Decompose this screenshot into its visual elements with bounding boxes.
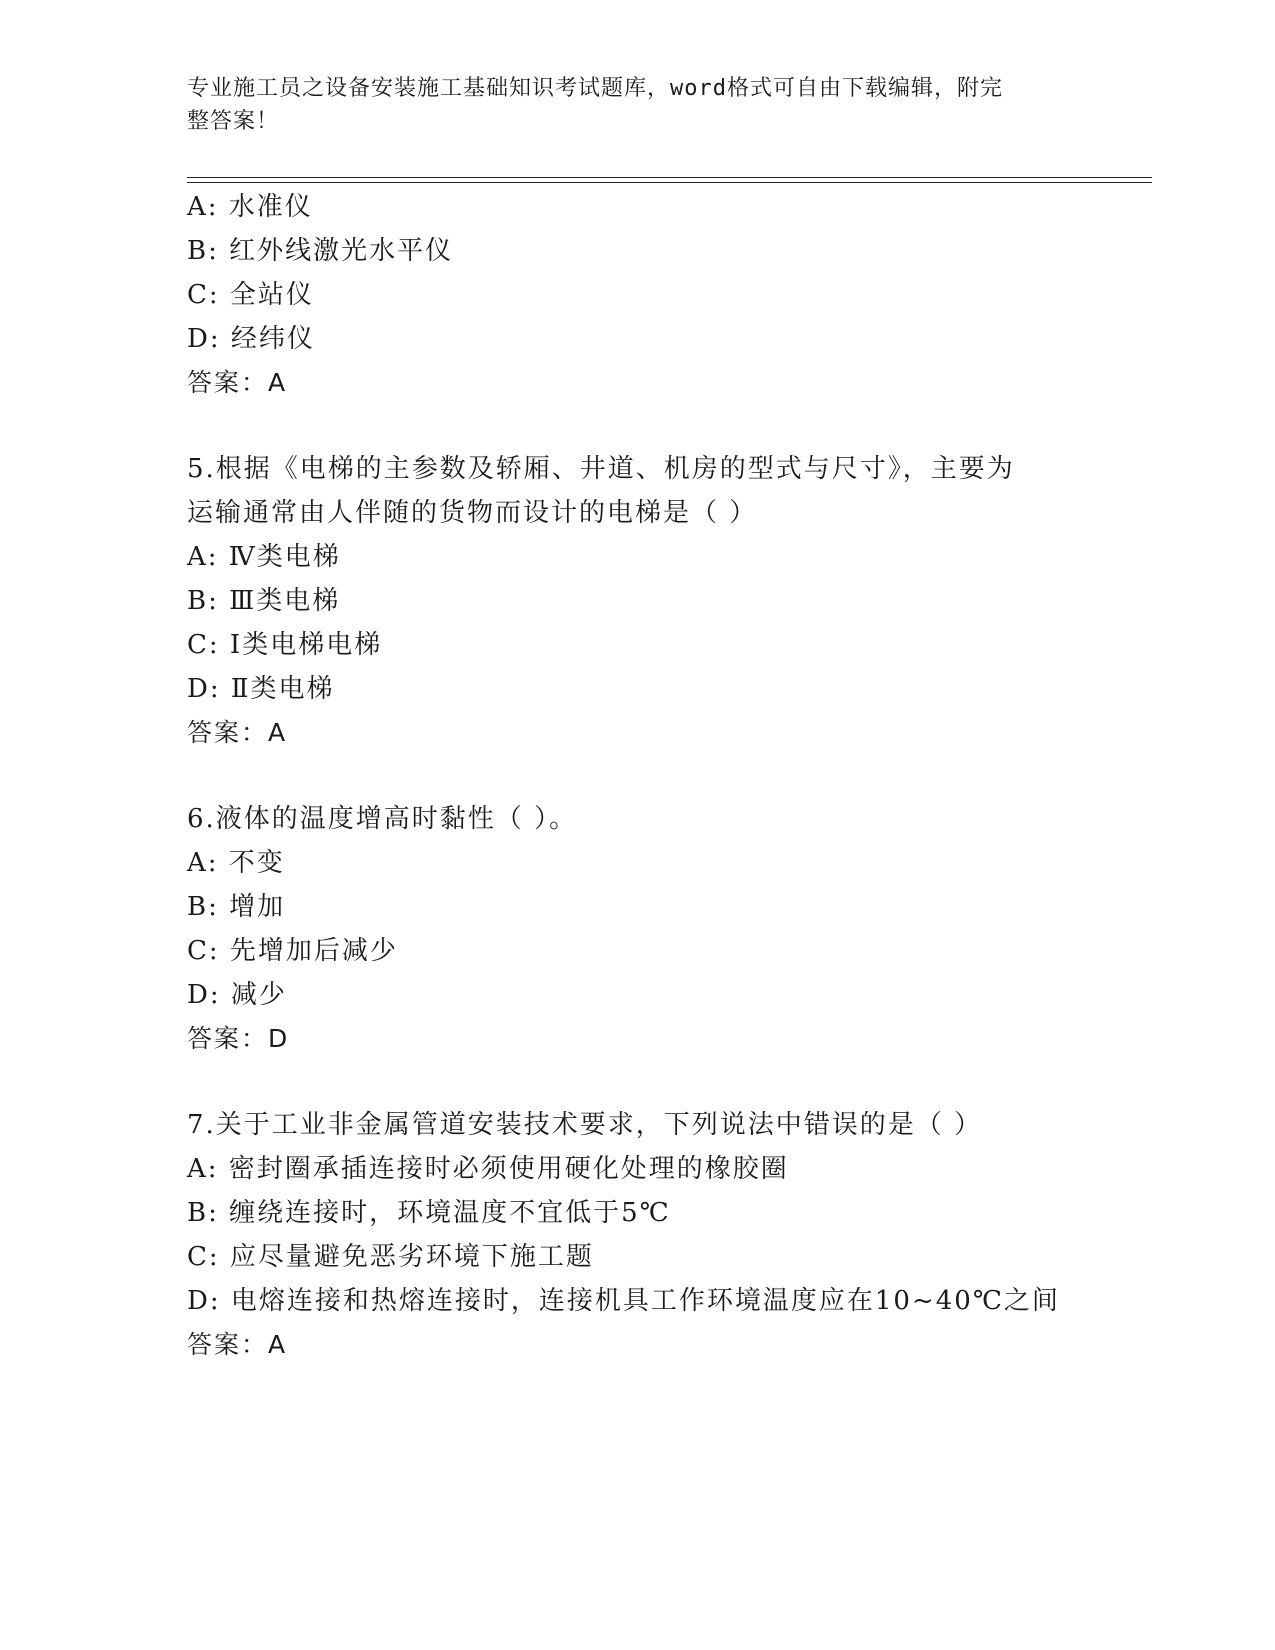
header-title-line-2: 整答案！: [187, 109, 280, 134]
q4-option-b: B: 红外线激光水平仪: [187, 236, 454, 266]
q7-answer: 答案：A: [187, 1330, 288, 1359]
q6-answer: 答案：D: [187, 1024, 290, 1053]
q4-option-a: A: 水准仪: [187, 192, 313, 222]
q5-option-b: B: Ⅲ类电梯: [187, 586, 341, 616]
q4-answer: 答案：A: [187, 368, 288, 397]
header-divider-top: [187, 177, 1152, 178]
q6-option-b: B: 增加: [187, 892, 286, 922]
header-divider-bottom: [187, 182, 1152, 183]
q4-option-d: D: 经纬仪: [187, 324, 315, 354]
q7-option-c: C: 应尽量避免恶劣环境下施工题: [187, 1242, 594, 1272]
q4-option-c: C: 全站仪: [187, 280, 314, 310]
q6-option-a: A: 不变: [187, 848, 285, 878]
q6-option-c: C: 先增加后减少: [187, 936, 398, 966]
q7-option-a: A: 密封圈承插连接时必须使用硬化处理的橡胶圈: [187, 1154, 789, 1184]
q5-stem-line-2: 运输通常由人伴随的货物而设计的电梯是（ ）: [187, 498, 758, 528]
q7-option-d: D: 电熔连接和热熔连接时，连接机具工作环境温度应在10~40℃之间: [187, 1286, 1060, 1316]
document-header: [187, 72, 1067, 138]
q5-option-d: D: Ⅱ类电梯: [187, 674, 335, 704]
q5-option-a: A: Ⅳ类电梯: [187, 542, 341, 572]
q5-stem-line-1: 5.根据《电梯的主参数及轿厢、井道、机房的型式与尺寸》，主要为: [187, 454, 1015, 484]
q6-option-d: D: 减少: [187, 980, 287, 1010]
q6-stem: 6.液体的温度增高时黏性（ ）。: [187, 804, 578, 834]
q7-option-b: B: 缠绕连接时，环境温度不宜低于5℃: [187, 1198, 671, 1228]
q7-stem: 7.关于工业非金属管道安装技术要求，下列说法中错误的是（ ）: [187, 1110, 983, 1140]
q5-option-c: C: Ⅰ类电梯电梯: [187, 630, 383, 660]
q5-answer: 答案：A: [187, 718, 288, 747]
header-title-line-1: 专业施工员之设备安装施工基础知识考试题库，word格式可自由下载编辑，附完: [187, 76, 1003, 101]
